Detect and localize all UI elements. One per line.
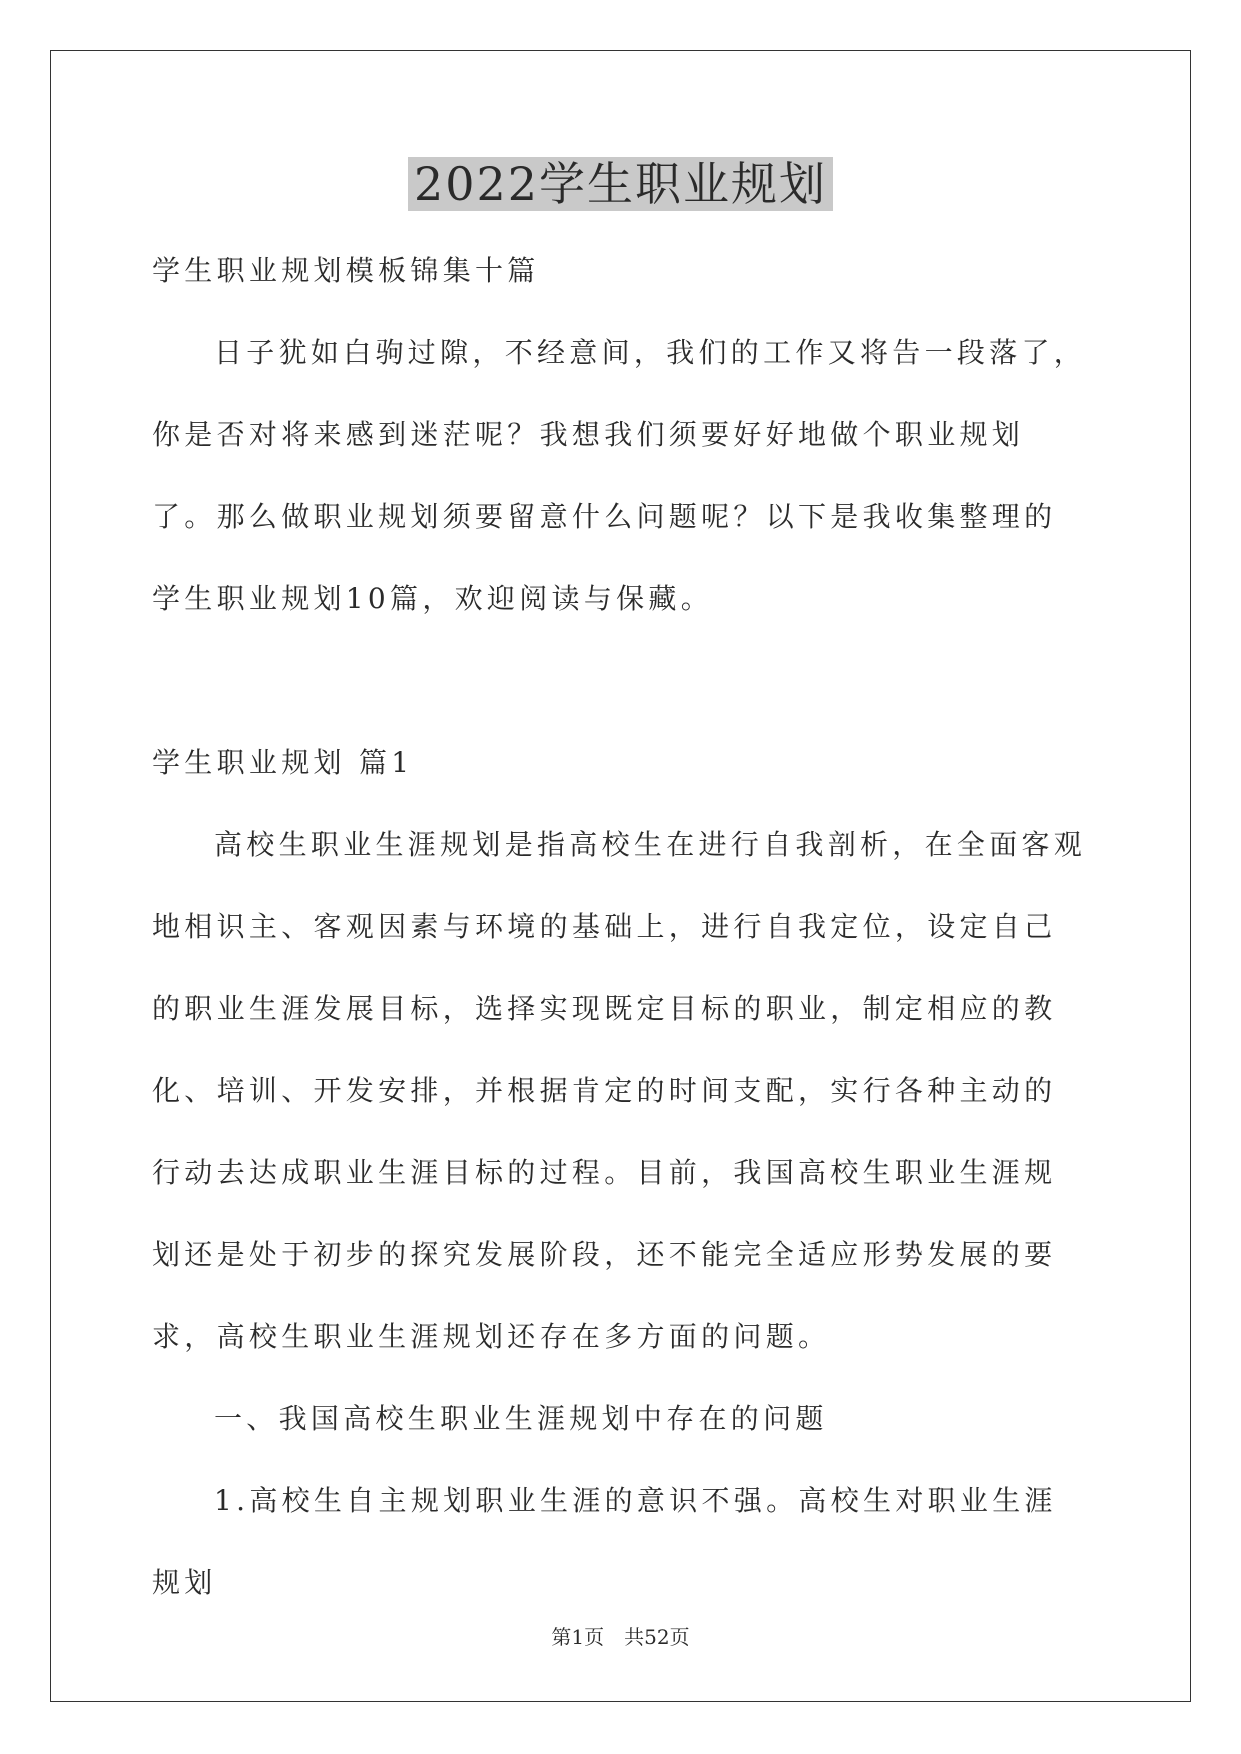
section-heading: 学生职业规划 篇1 [152, 746, 414, 779]
section-paragraph: 高校生职业生涯规划是指高校生在进行自我剖析，在全面客观地相识主、客观因素与环境的基础上，进行自我定位，设定自己的职业生涯发展目标，选择实现既定目标的职业，制定相应的教化、培训、开发安排，并根据肯定的时间支配，实行各种主动的行动去达成职业生涯目标的过程。目前，我国高校生职业生涯规划还是处于初步的探究发展阶段，还不能完全适应形势发展的要求，高校生职业生涯规划还存在多方面的问题。 [152, 828, 1087, 1353]
document-title-text: 2022学生职业规划 [408, 157, 833, 211]
total-pages: 共52页 [624, 1625, 690, 1649]
page-footer [0, 1622, 1241, 1652]
document-body [152, 230, 1088, 1624]
point-1-paragraph: 1.高校生自主规划职业生涯的意识不强。高校生对职业生涯规划 [152, 1484, 1057, 1599]
problems-subheading: 一、我国高校生职业生涯规划中存在的问题 [214, 1402, 828, 1435]
current-page-number: 第1页 [551, 1625, 605, 1649]
document-title [0, 148, 1241, 220]
intro-paragraph: 日子犹如白驹过隙，不经意间，我们的工作又将告一段落了，你是否对将来感到迷茫呢？我想我们须要好好地做个职业规划了。那么做职业规划须要留意什么问题呢？以下是我收集整理的学生职业规划10篇，欢迎阅读与保藏。 [152, 336, 1087, 615]
document-subtitle: 学生职业规划模板锦集十篇 [152, 254, 540, 287]
blank-line [152, 640, 1088, 722]
